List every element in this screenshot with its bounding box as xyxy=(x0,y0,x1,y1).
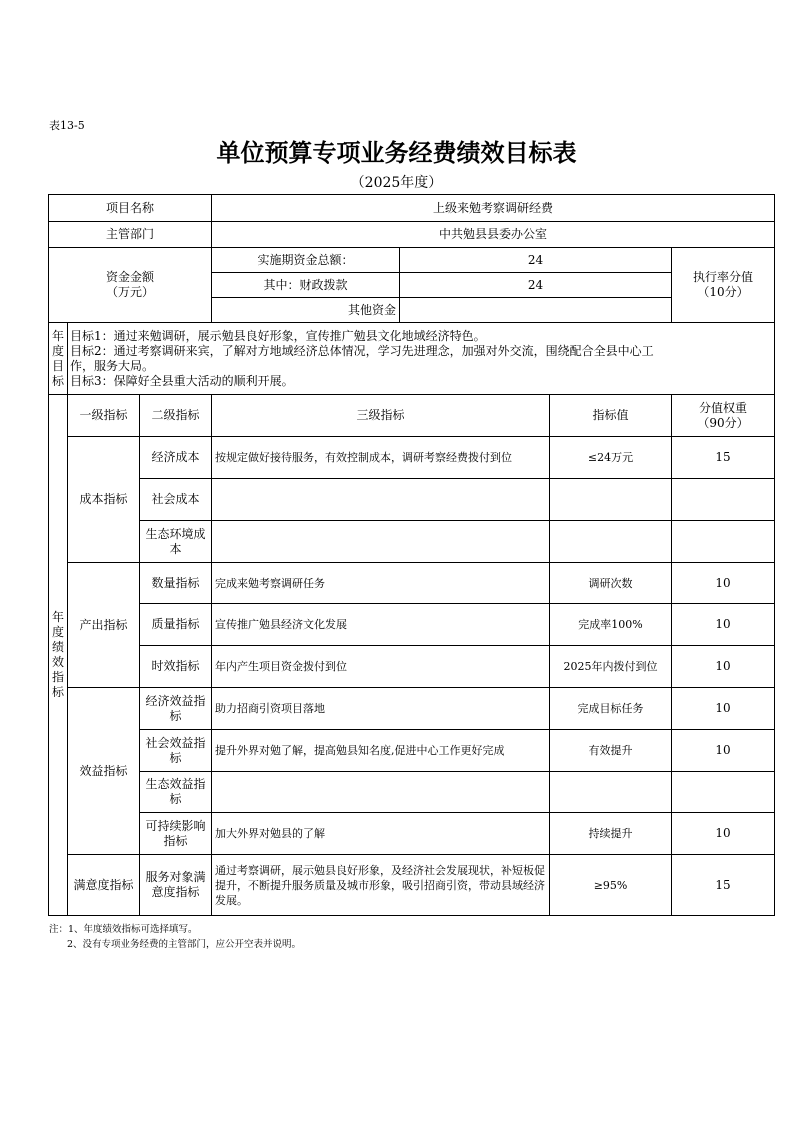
exec-score xyxy=(672,248,775,323)
level3-cell: 完成来勉考察调研任务 xyxy=(212,563,550,604)
footnote-1: 注：1、年度绩效指标可选择填写。 xyxy=(49,924,198,935)
perf-label xyxy=(49,395,68,916)
goals-text xyxy=(68,323,775,395)
project-name-label: 项目名称 xyxy=(49,195,212,222)
perf-label-char: 年 xyxy=(52,610,65,624)
footnote-2: 2、没有专项业务经费的主管部门，应公开空表并说明。 xyxy=(67,939,302,950)
level2-cell: 可持续影响指标 xyxy=(140,813,212,855)
funds-other-value xyxy=(400,298,672,323)
value-cell: 完成目标任务 xyxy=(550,688,672,730)
weight-cell xyxy=(672,479,775,521)
value-cell xyxy=(550,479,672,521)
funds-fiscal-value: 24 xyxy=(400,273,672,298)
goals-label-char: 度 xyxy=(52,343,65,358)
weight-cell: 15 xyxy=(672,855,775,916)
level3-cell: 年内产生项目资金拨付到位 xyxy=(212,646,550,688)
perf-label-char: 标 xyxy=(52,685,65,699)
goal-line: 目标2：通过考察调研来宾，了解对方地域经济总体情况，学习先进理念，加强对外交流，围绕配合全县中心工 xyxy=(70,343,654,358)
level2-cell: 数量指标 xyxy=(140,563,212,604)
weight-cell xyxy=(672,521,775,563)
goal-line: 作，服务大局。 xyxy=(70,358,155,373)
group-benefit: 效益指标 xyxy=(68,688,140,855)
goals-label-char: 目 xyxy=(52,358,65,373)
level2-cell: 经济效益指标 xyxy=(140,688,212,730)
value-cell: 完成率100% xyxy=(550,604,672,646)
goals-label-char: 标 xyxy=(52,373,65,388)
project-name-value: 上级来勉考察调研经费 xyxy=(212,195,775,222)
value-cell: 有效提升 xyxy=(550,730,672,772)
weight-cell: 10 xyxy=(672,688,775,730)
level3-cell xyxy=(212,479,550,521)
exec-score-line2: （10分） xyxy=(697,285,749,299)
value-cell: ≥95% xyxy=(550,855,672,916)
year-subtitle: （2025年度） xyxy=(350,175,443,191)
weight-cell: 10 xyxy=(672,604,775,646)
goals-label xyxy=(49,323,68,395)
perf-label-char: 指 xyxy=(52,670,65,684)
perf-label-char: 效 xyxy=(52,655,65,669)
page-title: 单位预算专项业务经费绩效目标表 xyxy=(216,139,577,167)
funds-label xyxy=(49,248,212,323)
group-cost: 成本指标 xyxy=(68,437,140,563)
value-cell xyxy=(550,772,672,813)
level2-cell: 服务对象满意度指标 xyxy=(140,855,212,916)
funds-total-label: 实施期资金总额： xyxy=(212,248,400,273)
goal-line: 目标1：通过来勉调研，展示勉县良好形象，宣传推广勉县文化地域经济特色。 xyxy=(70,328,486,343)
level2-cell: 社会成本 xyxy=(140,479,212,521)
funds-label-line1: 资金金额 xyxy=(106,270,155,284)
level3-cell: 助力招商引资项目落地 xyxy=(212,688,550,730)
group-output: 产出指标 xyxy=(68,563,140,688)
level3-cell xyxy=(212,521,550,563)
goals-label-char: 年 xyxy=(52,328,65,343)
header-level3: 三级指标 xyxy=(212,395,550,437)
funds-other-label: 其他资金 xyxy=(212,298,400,323)
level3-cell: 按规定做好接待服务，有效控制成本，调研考察经费拨付到位 xyxy=(212,437,550,479)
dept-value: 中共勉县县委办公室 xyxy=(212,222,775,248)
funds-label-line2: （万元） xyxy=(106,285,155,299)
exec-score-line1: 执行率分值 xyxy=(693,270,754,284)
level2-cell: 质量指标 xyxy=(140,604,212,646)
weight-cell xyxy=(672,772,775,813)
value-cell: 2025年内拨付到位 xyxy=(550,646,672,688)
header-level2: 二级指标 xyxy=(140,395,212,437)
value-cell: 调研次数 xyxy=(550,563,672,604)
header-weight-line2: （90分） xyxy=(697,415,749,430)
funds-fiscal-label: 其中：财政拨款 xyxy=(212,273,400,298)
perf-label-char: 度 xyxy=(52,625,65,639)
level3-cell xyxy=(212,772,550,813)
level3-cell: 加大外界对勉县的了解 xyxy=(212,813,550,855)
footnotes xyxy=(49,922,301,952)
header-weight xyxy=(672,395,775,437)
level2-cell: 社会效益指标 xyxy=(140,730,212,772)
level2-cell: 生态效益指标 xyxy=(140,772,212,813)
weight-cell: 10 xyxy=(672,730,775,772)
level3-cell: 提升外界对勉了解，提高勉县知名度,促进中心工作更好完成 xyxy=(212,730,550,772)
group-satisfaction: 满意度指标 xyxy=(68,855,140,916)
performance-table xyxy=(48,194,775,916)
header-level1: 一级指标 xyxy=(68,395,140,437)
level2-cell: 经济成本 xyxy=(140,437,212,479)
weight-cell: 10 xyxy=(672,563,775,604)
level3-cell: 通过考察调研，展示勉县良好形象，及经济社会发展现状，补短板促提升，不断提升服务质量及城市形象，吸引招商引资，带动县域经济发展。 xyxy=(212,855,550,916)
weight-cell: 10 xyxy=(672,813,775,855)
goal-line: 目标3：保障好全县重大活动的顺利开展。 xyxy=(70,373,294,388)
funds-total-value: 24 xyxy=(400,248,672,273)
value-cell: ≤24万元 xyxy=(550,437,672,479)
level3-cell: 宣传推广勉县经济文化发展 xyxy=(212,604,550,646)
perf-label-char: 绩 xyxy=(52,640,65,654)
value-cell: 持续提升 xyxy=(550,813,672,855)
dept-label: 主管部门 xyxy=(49,222,212,248)
level2-cell: 时效指标 xyxy=(140,646,212,688)
header-value: 指标值 xyxy=(550,395,672,437)
table-id: 表13-5 xyxy=(49,119,85,132)
level2-cell: 生态环境成本 xyxy=(140,521,212,563)
weight-cell: 15 xyxy=(672,437,775,479)
weight-cell: 10 xyxy=(672,646,775,688)
value-cell xyxy=(550,521,672,563)
header-weight-line1: 分值权重 xyxy=(699,400,748,415)
